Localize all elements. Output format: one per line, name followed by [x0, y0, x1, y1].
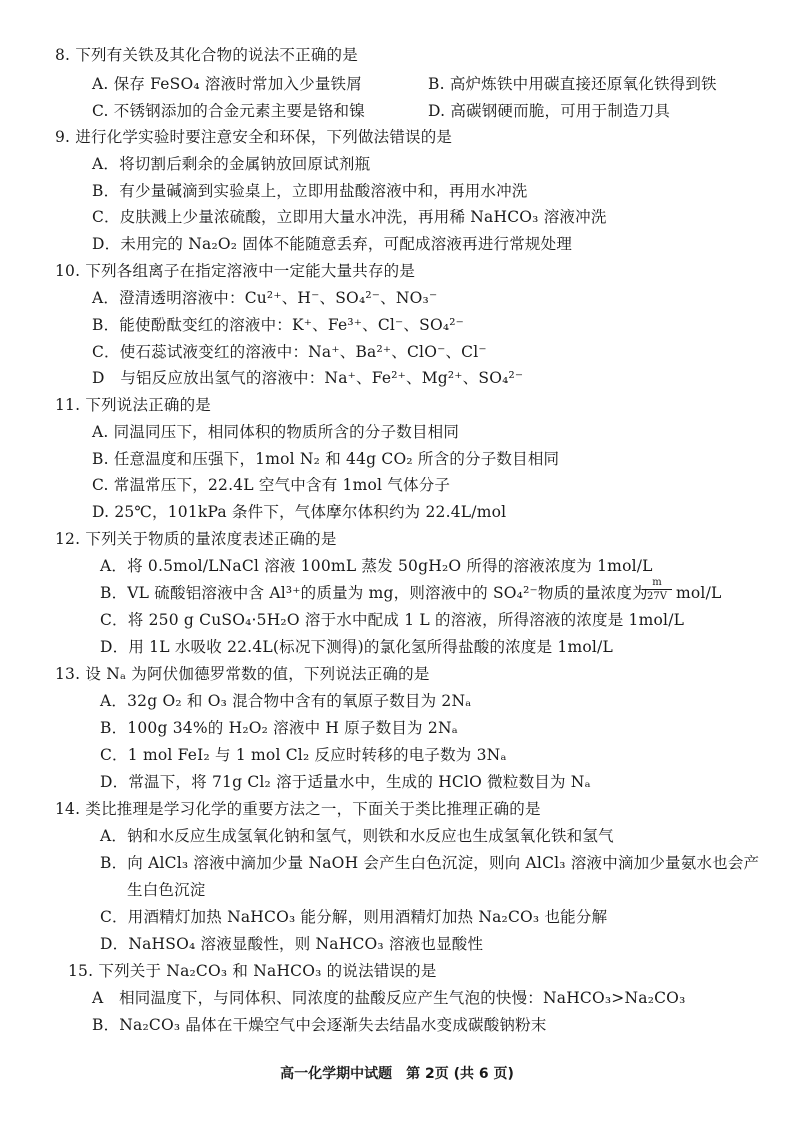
question-11-option-b: B. 任意温度和压强下，1mol N₂ 和 44g CO₂ 所含的分子数目相同: [92, 450, 560, 468]
question-9-stem: 9. 进行化学实验时要注意安全和环保，下列做法错误的是: [55, 128, 453, 146]
question-12-option-c: C．将 250 g CuSO₄·5H₂O 溶于水中配成 1 L 的溶液，所得溶液的浓度是 1mol/L: [100, 611, 685, 629]
question-14-option-d: D．NaHSO₄ 溶液显酸性，则 NaHCO₃ 溶液也显酸性: [100, 935, 484, 953]
question-12-stem: 12. 下列关于物质的量浓度表述正确的是: [55, 530, 337, 548]
question-11-option-a: A. 同温同压下，相同体积的物质所含的分子数目相同: [92, 423, 460, 441]
question-8-option-d: D. 高碳钢硬而脆，可用于制造刀具: [428, 102, 671, 120]
question-12-fraction: [642, 577, 672, 602]
question-10-option-d: D 与铝反应放出氢气的溶液中：Na⁺、Fe²⁺、Mg²⁺、SO₄²⁻: [92, 369, 524, 387]
question-10-option-a: A．澄清透明溶液中：Cu²⁺、H⁻、SO₄²⁻、NO₃⁻: [92, 289, 438, 307]
question-14-option-c: C．用酒精灯加热 NaHCO₃ 能分解，则用酒精灯加热 Na₂CO₃ 也能分解: [100, 908, 608, 926]
question-9-option-d: D．未用完的 Na₂O₂ 固体不能随意丢弃，可配成溶液再进行常规处理: [92, 235, 573, 253]
question-14-stem: 14. 类比推理是学习化学的重要方法之一，下面关于类比推理正确的是: [55, 800, 541, 818]
question-12-option-a: A．将 0.5mol/LNaCl 溶液 100mL 蒸发 50gH₂O 所得的溶液浓度为 1mol/L: [100, 557, 653, 575]
fraction-numerator: m: [642, 577, 672, 590]
question-10-option-c: C．使石蕊试液变红的溶液中：Na⁺、Ba²⁺、ClO⁻、Cl⁻: [92, 343, 487, 361]
question-13-option-b: B．100g 34%的 H₂O₂ 溶液中 H 原子数目为 2Nₐ: [100, 719, 458, 737]
question-12-unit: mol/L: [676, 584, 722, 602]
question-14-option-b-cont: 生白色沉淀: [127, 881, 206, 899]
question-11-stem: 11. 下列说法正确的是: [55, 396, 211, 414]
question-8-option-a: A. 保存 FeSO₄ 溶液时常加入少量铁屑: [92, 75, 362, 93]
question-9-option-b: B．有少量碱滴到实验桌上，立即用盐酸溶液中和，再用水冲洗: [92, 182, 528, 200]
fraction-denominator: 27V: [647, 591, 667, 602]
question-10-stem: 10. 下列各组离子在指定溶液中一定能大量共存的是: [55, 262, 416, 280]
question-8-option-b: B. 高炉炼铁中用碳直接还原氧化铁得到铁: [428, 75, 717, 93]
question-13-option-c: C．1 mol FeI₂ 与 1 mol Cl₂ 反应时转移的电子数为 3Nₐ: [100, 746, 507, 764]
question-12-option-b: B．VL 硫酸铝溶液中含 Al³⁺的质量为 mg，则溶液中的 SO₄²⁻物质的量浓度为: [100, 584, 648, 602]
question-14-option-b: B．向 AlCl₃ 溶液中滴加少量 NaOH 会产生白色沉淀，则向 AlCl₃ 溶液中滴加少量氨水也会产: [100, 854, 760, 872]
question-13-option-d: D．常温下，将 71g Cl₂ 溶于适量水中，生成的 HClO 微粒数目为 Nₐ: [100, 773, 591, 791]
question-9-option-a: A．将切割后剩余的金属钠放回原试剂瓶: [92, 155, 371, 173]
question-11-option-d: D. 25℃，101kPa 条件下，气体摩尔体积约为 22.4L/mol: [92, 503, 507, 521]
question-15-stem: 15. 下列关于 Na₂CO₃ 和 NaHCO₃ 的说法错误的是: [68, 962, 437, 980]
question-13-option-a: A．32g O₂ 和 O₃ 混合物中含有的氧原子数目为 2Nₐ: [100, 692, 472, 710]
question-8-stem: 8. 下列有关铁及其化合物的说法不正确的是: [55, 46, 358, 64]
question-15-option-b: B．Na₂CO₃ 晶体在干燥空气中会逐渐失去结晶水变成碳酸钠粉末: [92, 1016, 547, 1034]
question-15-option-a: A 相同温度下，与同体积、同浓度的盐酸反应产生气泡的快慢：NaHCO₃>Na₂CO₃: [92, 989, 686, 1007]
question-9-option-c: C．皮肤溅上少量浓硫酸，立即用大量水冲洗，再用稀 NaHCO₃ 溶液冲洗: [92, 208, 607, 226]
question-10-option-b: B．能使酚酞变红的溶液中：K⁺、Fe³⁺、Cl⁻、SO₄²⁻: [92, 316, 465, 334]
question-14-option-a: A．钠和水反应生成氢氧化钠和氢气，则铁和水反应也生成氢氧化铁和氢气: [100, 827, 614, 845]
question-13-stem: 13. 设 Nₐ 为阿伏伽德罗常数的值，下列说法正确的是: [55, 665, 430, 683]
page-footer: 高一化学期中试题 第 2页 (共 6 页): [280, 1066, 514, 1082]
question-11-option-c: C. 常温常压下，22.4L 空气中含有 1mol 气体分子: [92, 476, 451, 494]
question-8-option-c: C. 不锈钢添加的合金元素主要是铬和镍: [92, 102, 365, 120]
question-12-option-d: D．用 1L 水吸收 22.4L(标况下测得)的氯化氢所得盐酸的浓度是 1mol/L: [100, 638, 613, 656]
